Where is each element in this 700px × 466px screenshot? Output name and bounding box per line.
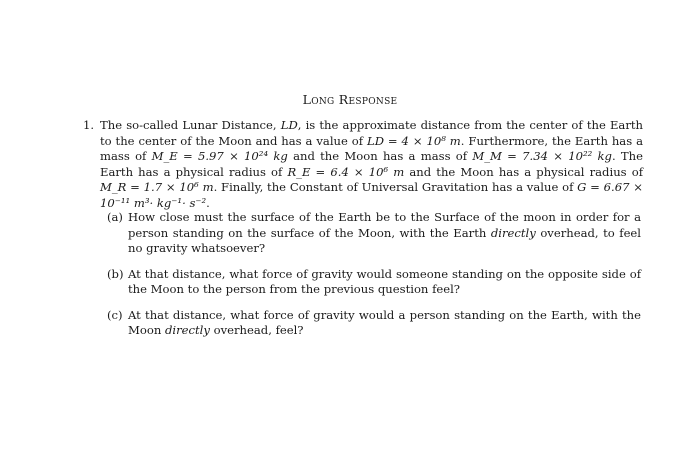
problem-text <box>100 118 643 211</box>
sub-question-label: (c) <box>107 307 123 322</box>
sub-question-text <box>128 210 641 257</box>
sub-question-text-segment: overhead, feel? <box>209 323 304 337</box>
emphasis: directly <box>164 323 210 337</box>
sub-question-text-segment: At that distance, what force of gravity would a person standing on the Earth, with the Moon <box>128 307 641 337</box>
sub-question-a <box>107 210 641 257</box>
problem-text-segment: The so-called Lunar Distance, <box>100 118 281 132</box>
sub-question-text <box>128 308 641 339</box>
lunar-distance-symbol: LD <box>280 118 298 132</box>
gravitational-constant-value: G = 6.67 × 10⁻¹¹ m³· kg⁻¹· s⁻² <box>100 180 643 210</box>
sub-question-text-segment: How close must the surface of the Earth be to the Surface of the moon in order for a person standing on the surface of the Moon, with the Earth <box>128 210 641 240</box>
sub-question-label: (a) <box>107 210 123 224</box>
sub-question-text-segment: At that distance, what force of gravity would someone standing on the opposite side of the Moon to the person from the previous question feel? <box>128 266 641 296</box>
emphasis: directly <box>490 225 536 240</box>
problem-text-segment: . Finally, the Constant of Universal Gravitation has a value of <box>213 180 578 194</box>
sub-question-b <box>107 267 641 298</box>
problem-text-segment: , is the approximate distance from the center of the Earth to the center of the Moon and has a value of <box>100 118 643 148</box>
problem-text-segment: and the Moon has a physical radius of <box>404 164 643 179</box>
problem-text-segment: and the Moon has a mass of <box>287 149 473 163</box>
problem-number: 1. <box>83 118 95 132</box>
sub-question-text-segment: overhead, to feel no gravity whatsoever? <box>128 225 641 255</box>
sub-question-text <box>128 267 641 298</box>
problem-1 <box>83 118 643 211</box>
moon-mass-value: M_M = 7.34 × 10²² kg <box>472 149 612 163</box>
sub-question-c <box>107 308 641 339</box>
sub-questions <box>107 210 641 349</box>
earth-radius-value: R_E = 6.4 × 10⁶ m <box>287 164 405 179</box>
problem-text-segment: . <box>206 195 210 210</box>
section-heading: Long Response <box>302 92 398 107</box>
sub-question-label: (b) <box>107 266 124 281</box>
problem-text-segment: . Furthermore, the Earth has a mass of <box>100 133 643 163</box>
problem-text-segment: . The Earth has a physical radius of <box>100 149 643 179</box>
earth-mass-value: M_E = 5.97 × 10²⁴ kg <box>151 149 288 163</box>
moon-radius-value: M_R = 1.7 × 10⁶ m <box>100 180 214 194</box>
lunar-distance-value: LD = 4 × 10⁸ m <box>367 133 461 148</box>
